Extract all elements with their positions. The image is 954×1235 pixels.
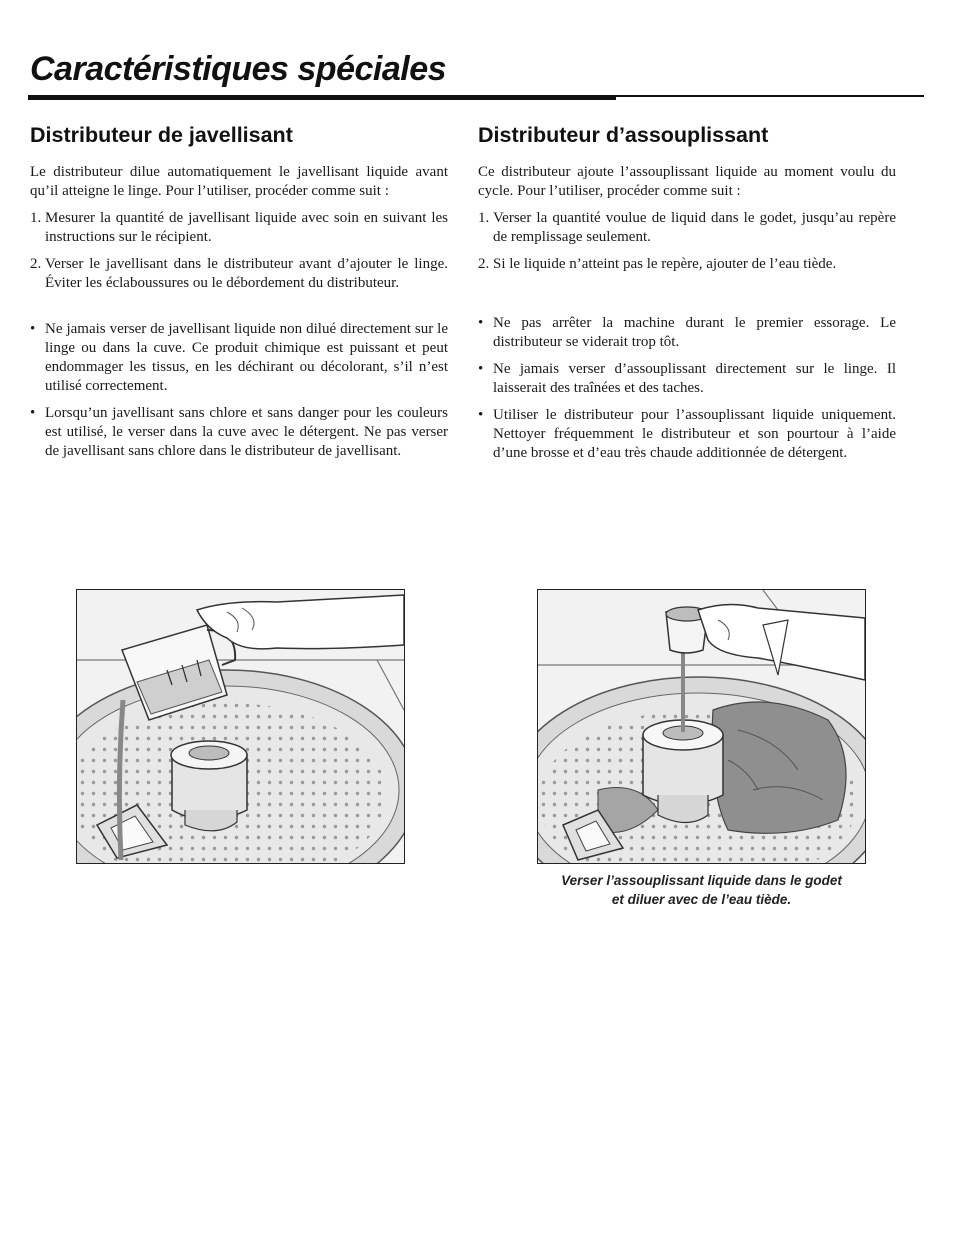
bleach-heading: Distributeur de javellisant bbox=[30, 123, 293, 147]
note-text: Ne jamais verser de javellisant liquide non dilué directement sur le linge ou dans la cuve. Ce produit chimique est puissant et peut endommager les tissus, en les déchirant ou décolorant, s’il n’est utilisé correctement. bbox=[45, 321, 448, 394]
softener-step bbox=[478, 255, 896, 274]
softener-intro: Ce distributeur ajoute l’assouplissant liquide au moment voulu du cycle. Pour l’utiliser, procéder comme suit : bbox=[478, 164, 896, 199]
bleach-note bbox=[30, 404, 448, 461]
note-text: Ne pas arrêter la machine durant le premier essorage. Le distributeur se viderait trop tôt. bbox=[493, 315, 896, 350]
softener-step bbox=[478, 209, 896, 247]
softener-note bbox=[478, 406, 896, 463]
page-title: Caractéristiques spéciales bbox=[30, 50, 447, 88]
bullet-marker: • bbox=[478, 315, 484, 331]
title-rule-thin bbox=[616, 95, 924, 97]
note-text: Ne jamais verser d’assouplissant directement sur le linge. Il laisserait des traînées et des taches. bbox=[493, 361, 896, 396]
bleach-notes bbox=[30, 320, 448, 461]
bleach-dispenser-section bbox=[30, 121, 448, 461]
bleach-steps bbox=[30, 209, 448, 293]
caption-line: et diluer avec de l’eau tiède. bbox=[611, 892, 792, 907]
bleach-pouring-illustration bbox=[76, 589, 405, 864]
bullet-marker: • bbox=[478, 361, 484, 377]
bullet-marker: • bbox=[30, 321, 36, 337]
step-text: Mesurer la quantité de javellisant liquide avec soin en suivant les instructions sur le récipient. bbox=[45, 210, 448, 245]
bullet-marker: • bbox=[30, 405, 36, 421]
note-text: Utiliser le distributeur pour l’assouplissant liquide uniquement. Nettoyer fréquemment le distributeur et son pourtour à l’aide d’une brosse et d’eau très chaude additionnée de détergent. bbox=[493, 407, 896, 461]
bleach-step bbox=[30, 209, 448, 247]
softener-note bbox=[478, 360, 896, 398]
bleach-intro: Le distributeur dilue automatiquement le javellisant liquide avant qu’il atteigne le linge. Pour l’utiliser, procéder comme suit : bbox=[30, 164, 448, 199]
softener-dispenser-section bbox=[478, 121, 896, 463]
softener-figure-caption bbox=[537, 871, 866, 909]
softener-pouring-illustration bbox=[537, 589, 866, 864]
step-number: 2. bbox=[30, 256, 42, 272]
bullet-marker: • bbox=[478, 407, 484, 423]
softener-heading: Distributeur d’assouplissant bbox=[478, 123, 769, 147]
step-text: Verser le javellisant dans le distributeur avant d’ajouter le linge. Éviter les éclaboussures ou le débordement du distributeur. bbox=[45, 256, 448, 291]
bleach-note bbox=[30, 320, 448, 396]
step-number: 1. bbox=[30, 210, 42, 226]
bleach-step bbox=[30, 255, 448, 293]
step-text: Verser la quantité voulue de liquid dans le godet, jusqu’au repère de remplissage seulement. bbox=[493, 210, 896, 245]
step-number: 1. bbox=[478, 210, 490, 226]
note-text: Lorsqu’un javellisant sans chlore et sans danger pour les couleurs est utilisé, le verser dans la cuve avec le détergent. Ne pas verser de javellisant sans chlore dans le distributeur de javellisant. bbox=[45, 405, 448, 459]
step-number: 2. bbox=[478, 256, 490, 272]
softener-steps bbox=[478, 209, 896, 274]
title-rule-thick bbox=[28, 95, 616, 100]
softener-note bbox=[478, 314, 896, 352]
step-text: Si le liquide n’atteint pas le repère, ajouter de l’eau tiède. bbox=[493, 256, 837, 272]
softener-notes bbox=[478, 314, 896, 463]
caption-line: Verser l’assouplissant liquide dans le godet bbox=[561, 873, 842, 888]
